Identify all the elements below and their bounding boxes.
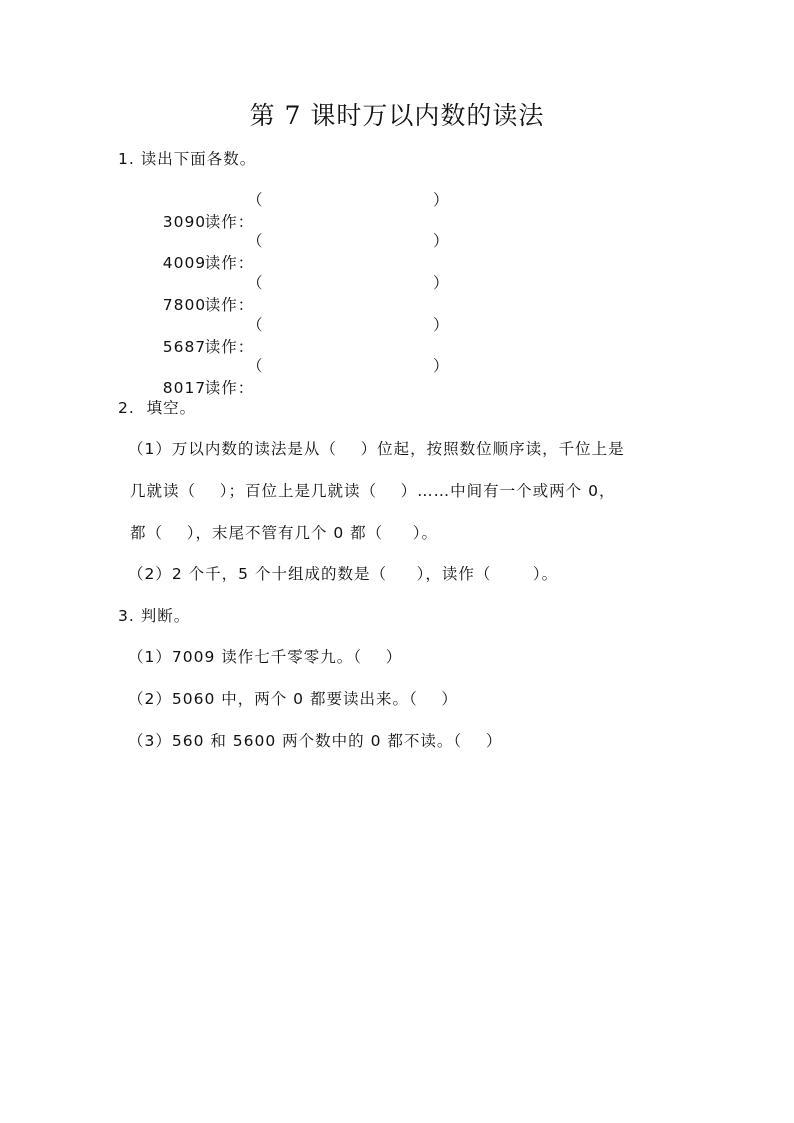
number-value: 8017 bbox=[162, 379, 207, 397]
number-value: 5687 bbox=[162, 338, 207, 356]
number-value: 3090 bbox=[162, 213, 207, 231]
judge-item-3: （3）560 和 5600 两个数中的 0 都不读。（ ） bbox=[128, 732, 503, 750]
answer-close-paren: ） bbox=[433, 357, 450, 375]
read-as-label: 读作： bbox=[204, 254, 255, 272]
fill-blank-item-1-line-1: （1）万以内数的读法是从（ ）位起，按照数位顺序读，千位上是 bbox=[128, 440, 625, 458]
read-as-label: 读作： bbox=[204, 213, 255, 231]
answer-close-paren: ） bbox=[433, 232, 450, 250]
answer-close-paren: ） bbox=[433, 191, 450, 209]
answer-open-paren: （ bbox=[247, 316, 264, 334]
read-as-label: 读作： bbox=[204, 338, 255, 356]
fill-blank-item-2: （2）2 个千，5 个十组成的数是（ ），读作（ ）。 bbox=[128, 565, 559, 583]
section-3-heading: 3. 判断。 bbox=[118, 607, 191, 625]
answer-open-paren: （ bbox=[247, 232, 264, 250]
answer-close-paren: ） bbox=[433, 316, 450, 334]
read-as-label: 读作： bbox=[204, 296, 255, 314]
answer-open-paren: （ bbox=[247, 357, 264, 375]
judge-item-1: （1）7009 读作七千零零九。（ ） bbox=[128, 648, 403, 666]
number-value: 4009 bbox=[162, 254, 207, 272]
number-value: 7800 bbox=[162, 296, 207, 314]
section-2-heading: 2. 填空。 bbox=[118, 399, 197, 417]
fill-blank-item-1-line-3: 都（ ），末尾不管有几个 0 都（ ）。 bbox=[130, 524, 439, 542]
section-1-heading: 1. 读出下面各数。 bbox=[118, 150, 257, 168]
page-title: 第 7 课时万以内数的读法 bbox=[249, 101, 545, 130]
fill-blank-item-1-line-2: 几就读（ ）；百位上是几就读（ ）……中间有一个或两个 0， bbox=[130, 482, 616, 500]
answer-open-paren: （ bbox=[247, 274, 264, 292]
answer-open-paren: （ bbox=[247, 191, 264, 209]
read-as-label: 读作： bbox=[204, 379, 255, 397]
answer-close-paren: ） bbox=[433, 274, 450, 292]
judge-item-2: （2）5060 中，两个 0 都要读出来。（ ） bbox=[128, 690, 458, 708]
